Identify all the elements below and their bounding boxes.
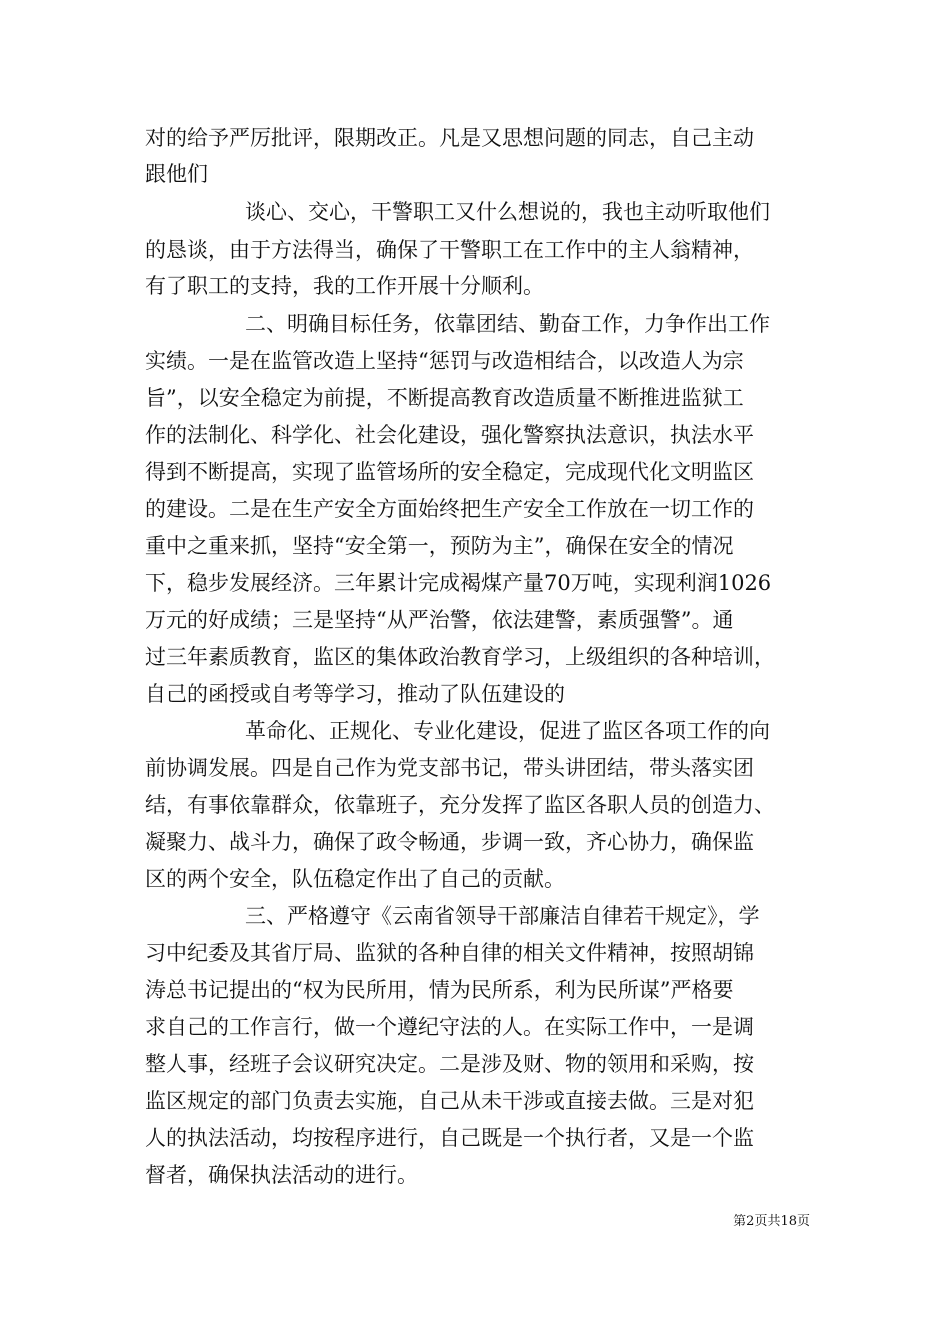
text-line: 监区规定的部门负责去实施，自己从未干涉或直接去做。三是对犯 — [145, 1089, 754, 1113]
text-line: 凝聚力、战斗力，确保了政令畅通，步调一致，齐心协力，确保监 — [145, 830, 754, 854]
text-line: 对的给予严厉批评，限期改正。凡是又思想问题的同志，自己主动 — [145, 126, 754, 150]
text-line: 三、严格遵守《云南省领导干部廉洁自律若干规定》，学 — [245, 904, 760, 928]
text-line: 革命化、正规化、专业化建设，促进了监区各项工作的向 — [245, 719, 770, 743]
text-line: 二、明确目标任务，依靠团结、勤奋工作，力争作出工作 — [245, 312, 770, 336]
text-line: 的恳谈，由于方法得当，确保了干警职工在工作中的主人翁精神， — [145, 238, 754, 262]
text-line: 涛总书记提出的“权为民所用，情为民所系，利为民所谋”严格要 — [145, 978, 734, 1002]
text-line: 得到不断提高，实现了监管场所的安全稳定，完成现代化文明监区 — [145, 460, 754, 484]
text-line: 实绩。一是在监管改造上坚持“惩罚与改造相结合，以改造人为宗 — [145, 349, 744, 373]
text-line: 的建设。二是在生产安全方面始终把生产安全工作放在一切工作的 — [145, 497, 754, 521]
text-line: 习中纪委及其省厅局、监狱的各种自律的相关文件精神，按照胡锦 — [145, 941, 754, 965]
text-line: 下，稳步发展经济。三年累计完成褐煤产量70万吨，实现利润1026 — [145, 571, 772, 595]
text-line: 区的两个安全，队伍稳定作出了自己的贡献。 — [145, 867, 565, 891]
text-line: 作的法制化、科学化、社会化建设，强化警察执法意识，执法水平 — [145, 423, 754, 447]
text-line: 结，有事依靠群众，依靠班子，充分发挥了监区各职人员的创造力、 — [145, 793, 775, 817]
text-line: 求自己的工作言行，做一个遵纪守法的人。在实际工作中，一是调 — [145, 1015, 754, 1039]
text-line: 万元的好成绩；三是坚持“从严治警，依法建警，素质强警”。通 — [145, 608, 734, 632]
text-line: 有了职工的支持，我的工作开展十分顺利。 — [145, 274, 544, 298]
text-line: 旨”，以安全稳定为前提，不断提高教育改造质量不断推进监狱工 — [145, 386, 744, 410]
text-line: 前协调发展。四是自己作为党支部书记，带头讲团结，带头落实团 — [145, 756, 754, 780]
text-line: 人的执法活动，均按程序进行，自己既是一个执行者，又是一个监 — [145, 1126, 754, 1150]
text-line: 督者，确保执法活动的进行。 — [145, 1163, 418, 1187]
text-line: 整人事，经班子会议研究决定。二是涉及财、物的领用和采购，按 — [145, 1052, 754, 1076]
text-line: 自己的函授或自考等学习，推动了队伍建设的 — [145, 682, 565, 706]
page-number: 第2页共18页 — [733, 1214, 810, 1229]
text-line: 过三年素质教育，监区的集体政治教育学习，上级组织的各种培训， — [145, 645, 775, 669]
text-line: 跟他们 — [145, 162, 208, 186]
text-line: 谈心、交心，干警职工又什么想说的，我也主动听取他们 — [245, 200, 770, 224]
text-line: 重中之重来抓，坚持“安全第一，预防为主”，确保在安全的情况 — [145, 534, 734, 558]
